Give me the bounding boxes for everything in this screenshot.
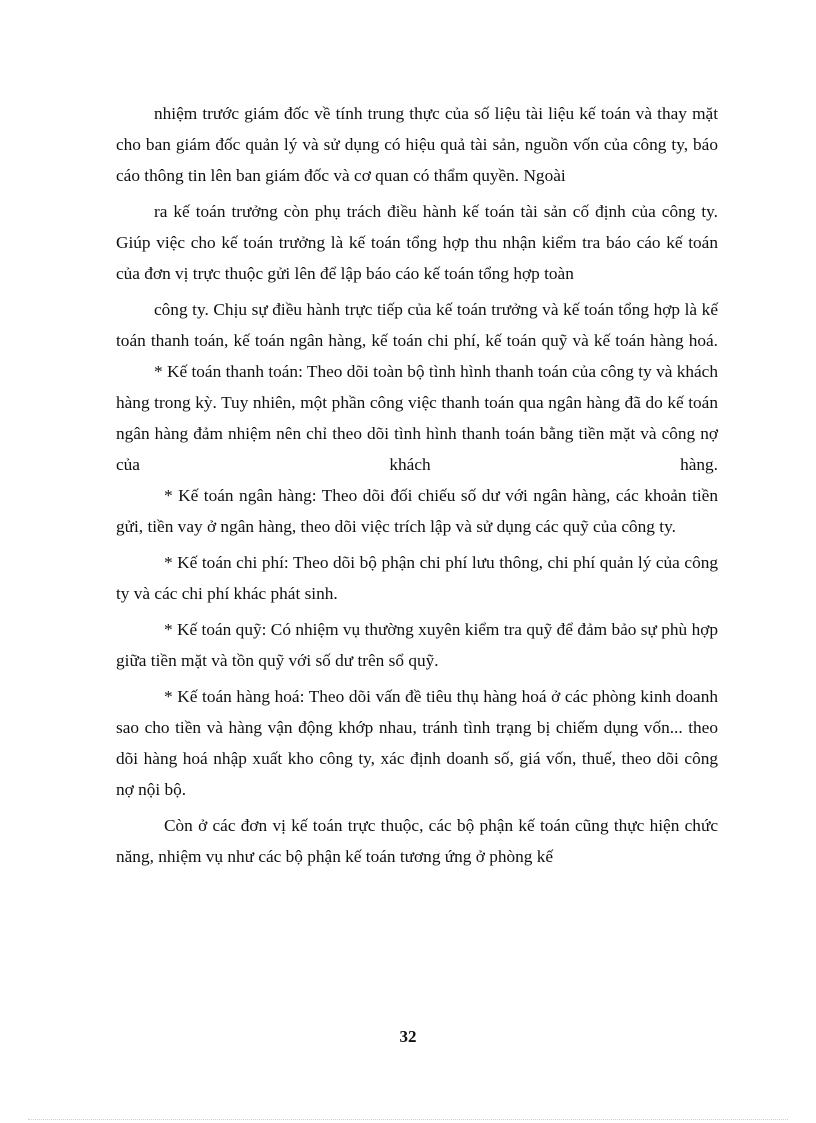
paragraph-cash-fund-accountant: * Kế toán quỹ: Có nhiệm vụ thường xuyên kiểm tra quỹ để đảm bảo sự phù hợp giữa tiền mặt và tồn quỹ với số dư trên sổ quỹ. xyxy=(116,620,718,670)
paragraph-bank-accountant: * Kế toán ngân hàng: Theo dõi đối chiếu số dư với ngân hàng, các khoản tiền gửi, tiền vay ở ngân hàng, theo dõi việc trích lập và sử dụng các quỹ của công ty. xyxy=(116,486,718,536)
page-number: 32 xyxy=(399,1027,417,1046)
footer-divider xyxy=(28,1119,788,1120)
paragraph-general-accountant: ra kế toán trưởng còn phụ trách điều hành kế toán tài sản cố định của công ty. Giúp việc cho kế toán trưởng là kế toán tổng hợp thu nhận kiểm tra báo cáo kế toán của đơn vị trực thuộc gửi lên để lập báo cáo kế toán tổng hợp toàn xyxy=(116,202,718,283)
paragraph-payment-accountant: * Kế toán thanh toán: Theo dõi toàn bộ tình hình thanh toán của công ty và khách hàng trong kỳ. Tuy nhiên, một phần công việc thanh toán qua ngân hàng đã do kế toán ngân hàng đảm nhiệm nên chỉ theo dõi tình hình thanh toán bằng tiền mặt và công nợ của khách hàng. xyxy=(116,362,718,474)
paragraph-goods-accountant: * Kế toán hàng hoá: Theo dõi vấn đề tiêu thụ hàng hoá ở các phòng kinh doanh sao cho tiền và hàng vận động khớp nhau, tránh tình trạng bị chiếm dụng vốn... theo dõi hàng hoá nhập xuất kho công ty, xác định doanh số, giá vốn, thuế, theo dõi công nợ nội bộ. xyxy=(116,687,718,799)
paragraph-chief-accountant-duties: nhiệm trước giám đốc về tính trung thực của số liệu tài liệu kế toán và thay mặt cho ban giám đốc quản lý và sử dụng có hiệu quả tài sản, nguồn vốn của công ty, báo cáo thông tin lên ban giám đốc và cơ quan có thẩm quyền. Ngoài xyxy=(116,104,718,185)
paragraph-affiliate-units: Còn ở các đơn vị kế toán trực thuộc, các bộ phận kế toán cũng thực hiện chức năng, nhiệm vụ như các bộ phận kế toán tương ứng ở phòng kế xyxy=(116,816,718,866)
paragraph-cost-accountant: * Kế toán chi phí: Theo dõi bộ phận chi phí lưu thông, chi phí quản lý của công ty và các chi phí khác phát sinh. xyxy=(116,553,718,603)
paragraph-subordinate-accountants: công ty. Chịu sự điều hành trực tiếp của kế toán trưởng và kế toán tổng hợp là kế toán thanh toán, kế toán ngân hàng, kế toán chi phí, kế toán quỹ và kế toán hàng hoá. xyxy=(116,300,718,350)
body-text xyxy=(116,98,718,872)
